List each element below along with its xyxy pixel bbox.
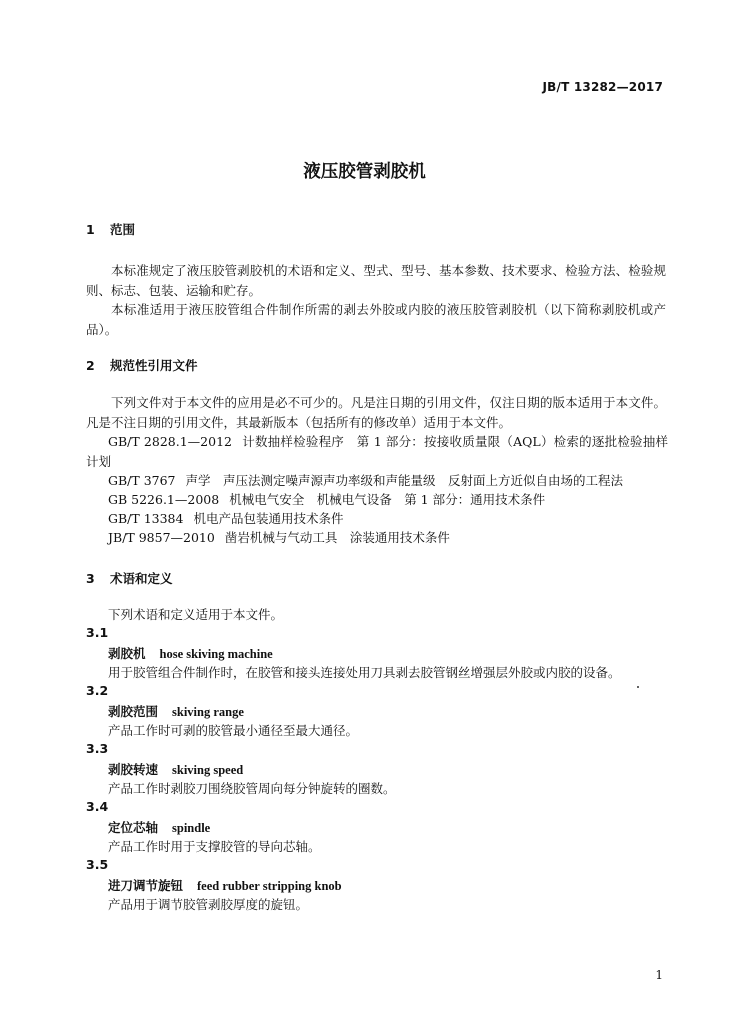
reference-item — [108, 528, 668, 548]
term-number: 3.1 — [86, 625, 109, 640]
reference-code: GB/T 3767 — [108, 473, 176, 488]
reference-item — [108, 471, 668, 491]
term-en: hose skiving machine — [159, 647, 273, 661]
term-number: 3.3 — [86, 741, 109, 756]
reference-code: GB/T 2828.1—2012 — [108, 434, 232, 449]
term-number: 3.2 — [86, 683, 109, 698]
term-definition: 用于胶管组合件制作时，在胶管和接头连接处用刀具剥去胶管钢丝增强层外胶或内胶的设备。 — [108, 665, 621, 680]
section-title: 规范性引用文件 — [110, 358, 198, 373]
reference-code: JB/T 9857—2010 — [108, 530, 215, 545]
term-definition: 产品工作时剥胶刀围绕胶管周向每分钟旋转的圈数。 — [108, 781, 396, 796]
term-entry — [108, 818, 210, 836]
reference-title: 声学 声压法测定噪声源声功率级和声能量级 反射面上方近似自由场的工程法 — [185, 473, 624, 488]
document-id: JB/T 13282—2017 — [542, 80, 663, 94]
term-definition: 产品工作时可剥的胶管最小通径至最大通径。 — [108, 723, 359, 738]
stray-mark — [637, 686, 639, 688]
section-number: 2 — [86, 358, 95, 373]
reference-code: GB 5226.1—2008 — [108, 492, 220, 507]
terms-intro: 下列术语和定义适用于本文件。 — [108, 607, 284, 622]
scope-paragraph: 本标准规定了液压胶管剥胶机的术语和定义、型式、型号、基本参数、技术要求、检验方法、检验规则、标志、包装、运输和贮存。 — [86, 263, 666, 298]
term-entry — [108, 760, 243, 778]
document-title: 液压胶管剥胶机 — [303, 162, 426, 182]
reference-code: GB/T 13384 — [108, 511, 184, 526]
reference-item — [108, 509, 668, 529]
term-en: spindle — [172, 821, 211, 835]
term-definition: 产品用于调节胶管剥胶厚度的旋钮。 — [108, 897, 309, 912]
term-cn: 剥胶机 — [108, 646, 146, 661]
term-en: skiving speed — [172, 763, 244, 777]
term-en: feed rubber stripping knob — [197, 879, 342, 893]
section-number: 1 — [86, 222, 95, 237]
section-title: 范围 — [110, 222, 136, 237]
term-cn: 剥胶范围 — [108, 704, 159, 719]
term-entry — [108, 876, 342, 894]
term-definition: 产品工作时用于支撑胶管的导向芯轴。 — [108, 839, 321, 854]
section-number: 3 — [86, 571, 95, 586]
scope-paragraph: 本标准适用于液压胶管组合件制作所需的剥去外胶或内胶的液压胶管剥胶机（以下简称剥胶机或产品）。 — [86, 302, 666, 337]
term-number: 3.5 — [86, 857, 109, 872]
references-intro: 下列文件对于本文件的应用是必不可少的。凡是注日期的引用文件，仅注日期的版本适用于本文件。凡是不注日期的引用文件，其最新版本（包括所有的修改单）适用于本文件。 — [86, 395, 666, 430]
reference-title: 机械电气安全 机械电气设备 第 1 部分：通用技术条件 — [229, 492, 546, 507]
term-entry — [108, 644, 273, 662]
section-heading-references — [86, 356, 198, 374]
term-cn: 进刀调节旋钮 — [108, 878, 184, 893]
reference-title: 凿岩机械与气动工具 涂装通用技术条件 — [224, 530, 450, 545]
term-cn: 剥胶转速 — [108, 762, 159, 777]
reference-item — [86, 432, 668, 471]
reference-title: 机电产品包装通用技术条件 — [193, 511, 344, 526]
reference-item — [108, 490, 668, 510]
term-en: skiving range — [172, 705, 244, 719]
section-title: 术语和定义 — [110, 571, 173, 586]
section-heading-scope — [86, 220, 135, 238]
section-heading-terms — [86, 569, 173, 587]
term-cn: 定位芯轴 — [108, 820, 159, 835]
page-number: 1 — [655, 968, 663, 982]
term-number: 3.4 — [86, 799, 109, 814]
reference-title: 计数抽样检验程序 第 1 部分：按接收质量限（AQL）检索的逐批检验抽样计划 — [86, 434, 668, 469]
term-entry — [108, 702, 244, 720]
